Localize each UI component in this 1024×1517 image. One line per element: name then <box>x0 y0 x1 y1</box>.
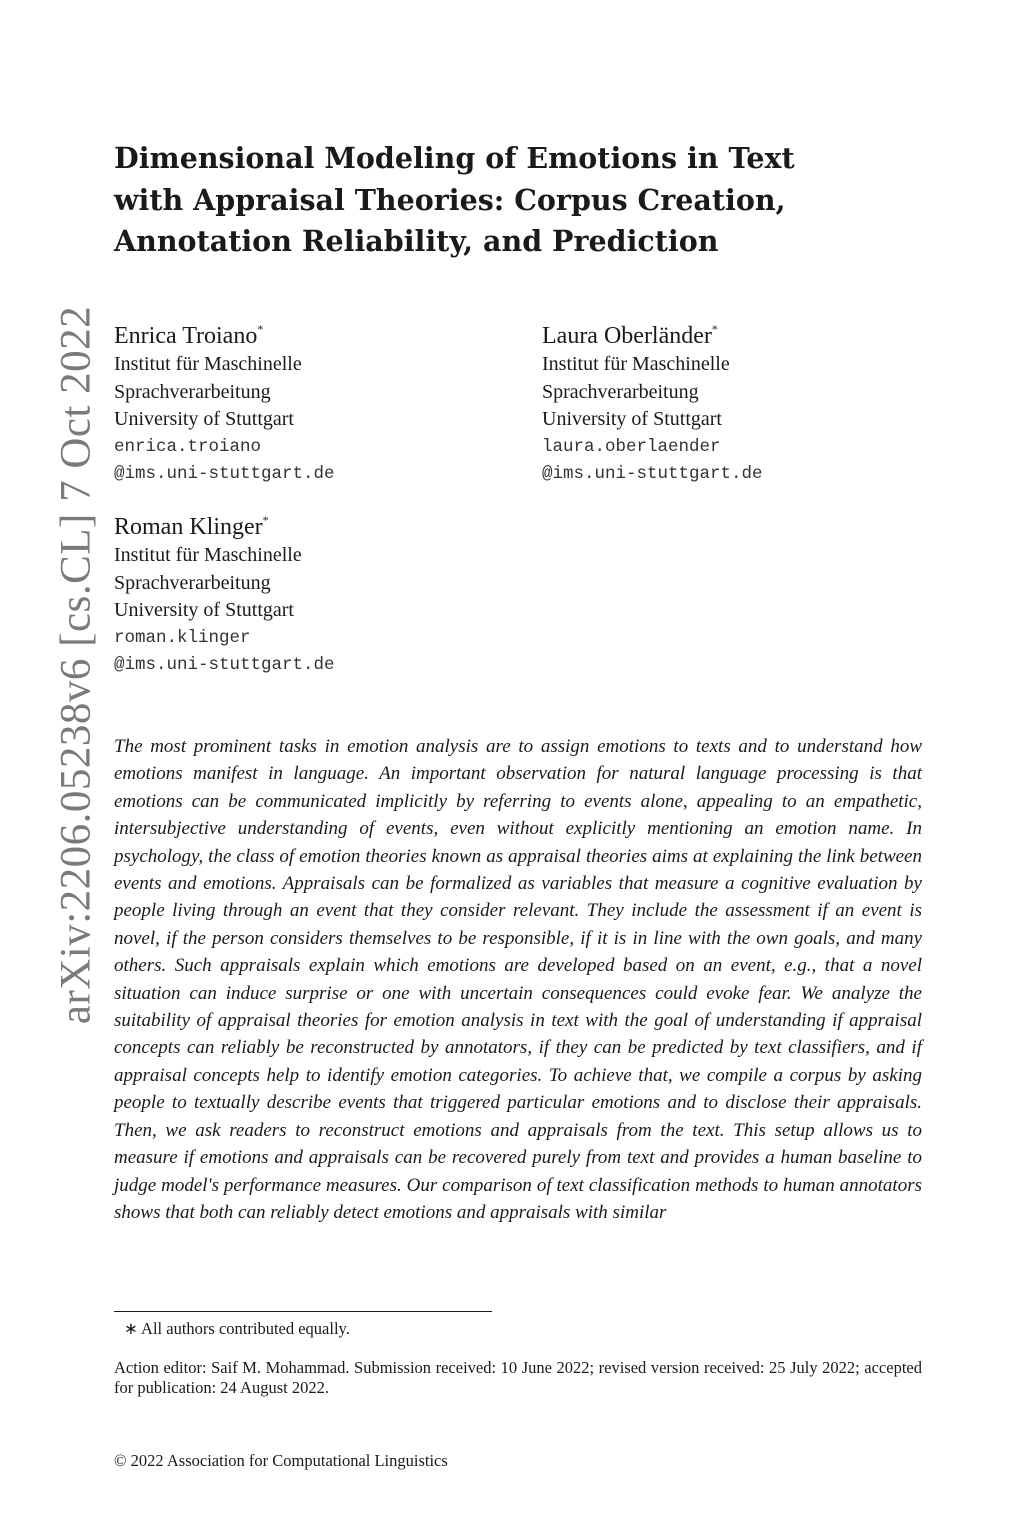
author-block-oberlaender <box>542 314 942 489</box>
title-line: with Appraisal Theories: Corpus Creation, <box>114 182 786 217</box>
author-affiliation: University of Stuttgart <box>542 408 722 430</box>
author-email: enrica.troiano <box>114 436 262 457</box>
equal-contribution-mark: * <box>257 322 264 336</box>
title-line: Annotation Reliability, and Prediction <box>114 224 719 258</box>
author-affiliation: Sprachverarbeitung <box>542 380 699 403</box>
copyright-notice: © 2022 Association for Computational Linguistics <box>114 1451 448 1470</box>
abstract: The most prominent tasks in emotion analysis are to assign emotions to texts and to understand how emotions manifest in language. An important observation for natural language processing is that emotions can be communicated implicitly by referring to events alone, appealing to an empathetic, intersubjective understanding of events, even without explicitly mentioning an emotion name. In psychology, the class of emotion theories known as appraisal theories aims at explaining the link between events and emotions. Appraisals can be formalized as variables that measure a cognitive evaluation by people living through an event that they consider relevant. They include the assessment if an event is novel, if the person considers themselves to be responsible, if it is in line with the own goals, and many others. Such appraisals explain which emotions are developed based on an event, e.g., that a novel situation can induce surprise or one with uncertain consequences could evoke fear. We analyze the suitability of appraisal theories for emotion analysis in text with the goal of understanding if appraisal concepts can reliably be reconstructed by annotators, if they can be predicted by text classifiers, and if appraisal concepts help to identify emotion categories. To achieve that, we compile a corpus by asking people to textually describe events that triggered particular emotions and to disclose their appraisals. Then, we ask readers to reconstruct emotions and appraisals from the text. This setup allows us to measure if emotions and appraisals can be recovered purely from text and provides a human baseline to judge model's performance measures. Our comparison of text classification methods to human annotators shows that both can reliably detect emotions and appraisals with similar <box>114 736 922 1223</box>
footnote-rule <box>114 1311 492 1312</box>
author-affiliation: Sprachverarbeitung <box>114 380 271 403</box>
author-affiliation: Sprachverarbeitung <box>114 571 271 594</box>
author-affiliation: University of Stuttgart <box>114 408 294 430</box>
editor-note: Action editor: Saif M. Mohammad. Submission received: 10 June 2022; revised version received: 25 July 2022; accepted for publication: 24 August 2022. <box>114 1358 922 1397</box>
author-email: @ims.uni-stuttgart.de <box>542 464 763 484</box>
footnote-mark: ∗ <box>124 1319 138 1338</box>
author-email: @ims.uni-stuttgart.de <box>114 464 335 484</box>
author-affiliation: Institut für Maschinelle <box>114 353 302 375</box>
author-name: Enrica Troiano* <box>114 322 264 349</box>
equal-contribution-mark: * <box>262 513 269 527</box>
author-affiliation: Institut für Maschinelle <box>114 544 302 566</box>
author-affiliation: University of Stuttgart <box>114 599 294 621</box>
author-name: Roman Klinger* <box>114 513 269 540</box>
author-email: @ims.uni-stuttgart.de <box>114 655 335 675</box>
author-email: laura.oberlaender <box>542 436 721 457</box>
author-block-troiano <box>114 314 514 489</box>
footnote <box>124 1318 350 1340</box>
author-block-klinger <box>114 505 514 680</box>
paper-title <box>114 138 894 263</box>
author-email: roman.klinger <box>114 627 251 648</box>
equal-contribution-mark: * <box>711 322 718 336</box>
author-name: Laura Oberländer* <box>542 322 718 349</box>
arxiv-stamp: arXiv:2206.05238v6 [cs.CL] 7 Oct 2022 <box>52 305 100 1025</box>
author-affiliation: Institut für Maschinelle <box>542 353 730 375</box>
title-line: Dimensional Modeling of Emotions in Text <box>114 141 795 175</box>
footnote-text: All authors contributed equally. <box>141 1319 350 1338</box>
